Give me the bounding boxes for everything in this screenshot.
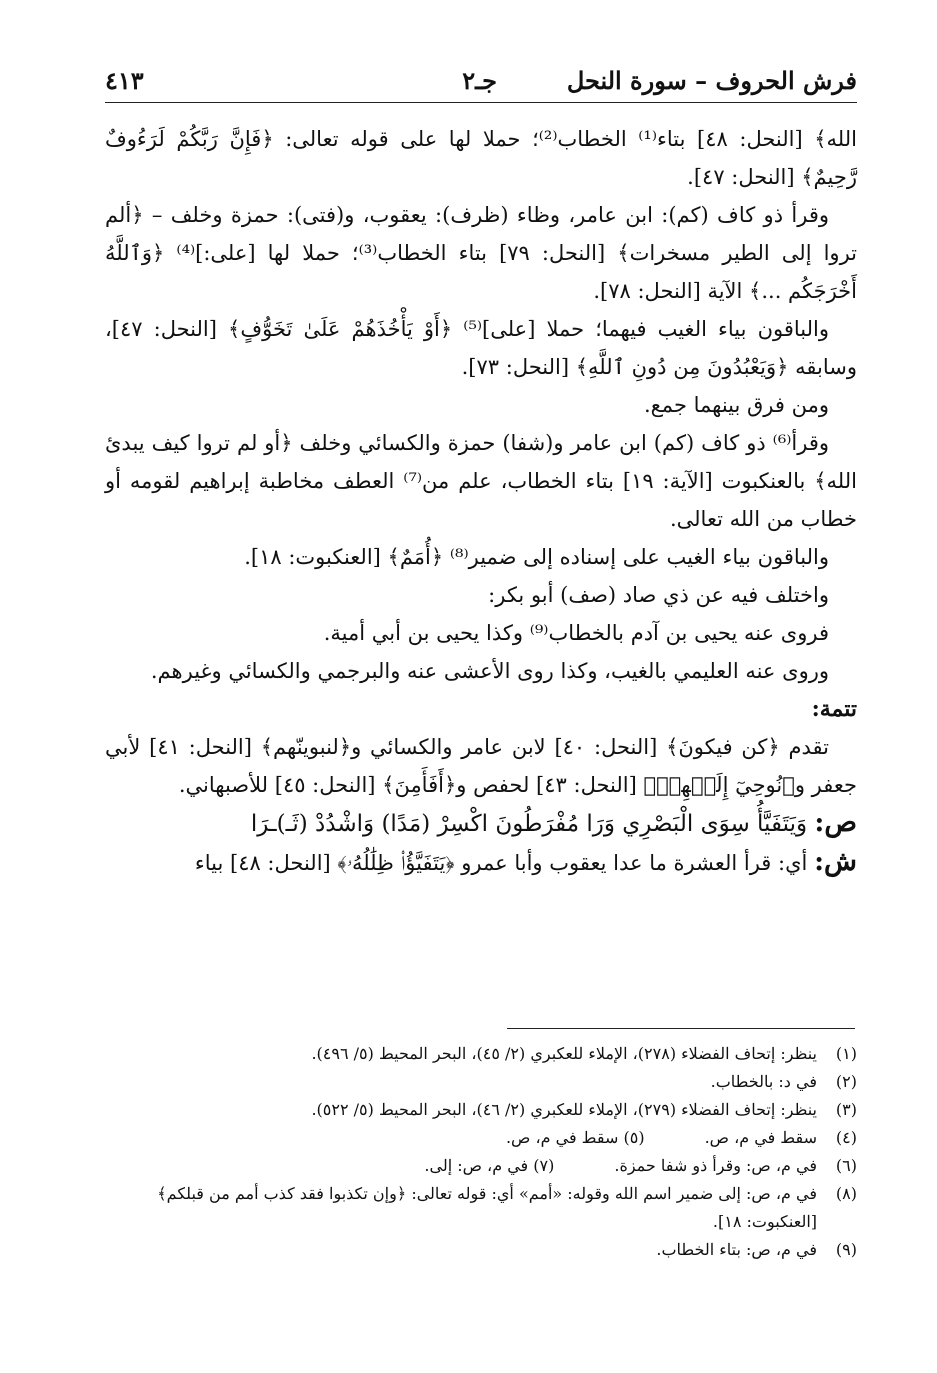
section-heading: تتمة: bbox=[811, 696, 857, 722]
footnote-text: في م، ص: وقرأ ذو شفا حمزة. bbox=[614, 1156, 817, 1175]
footnote-text: ينظر: إتحاف الفضلاء (٢٧٨)، الإملاء للعكبري (٢/ ٤٥)، البحر المحيط (٥/ ٤٩٦). bbox=[311, 1044, 817, 1063]
footnotes bbox=[105, 1040, 857, 1264]
paragraph: وقرأ ذو كاف (كم): ابن عامر، وظاء (ظرف): يعقوب، و(فتى): حمزة وخلف – ﴿ألم تروا إلى الطير مسخرات﴾ [النحل: ٧٩] بتاء الخطاب⁽³⁾؛ حملا لها [على:]⁽⁴⁾ ﴿وَٱللَّهُ أَخْرَجَكُم ...﴾ الآية [النحل: ٧٨]. bbox=[105, 203, 857, 303]
footnote bbox=[105, 1124, 857, 1152]
footnote-number: (٩) bbox=[835, 1240, 857, 1259]
footnote-number: (٢) bbox=[835, 1072, 857, 1091]
footnote-number: (٤) bbox=[835, 1128, 857, 1147]
paragraph: تقدم ﴿كن فيكونَ﴾ [النحل: ٤٠] لابن عامر والكسائي و﴿لنبوينّهم﴾ [النحل: ٤١] لأبي جعفر و﴿نُوحِيٓ إِلَيۡهِمۡ﴾ [النحل: ٤٣] لحفص و﴿أَفَأَمِنَ﴾ [النحل: ٤٥] للأصبهاني. bbox=[105, 735, 857, 797]
footnote bbox=[105, 1040, 857, 1068]
paragraph: وقرأ⁽⁶⁾ ذو كاف (كم) ابن عامر و(شفا) حمزة والكسائي وخلف ﴿أو لم تروا كيف يبدئ الله﴾ بالعنكبوت [الآية: ١٩] بتاء الخطاب، علم من⁽⁷⁾ العطف مخاطبة إبراهيم لقومه أو خطاب من الله تعالى. bbox=[105, 431, 857, 531]
paragraph: ومن فرق بينهما جمع. bbox=[643, 393, 829, 417]
footnote-number: (٨) bbox=[835, 1184, 857, 1203]
footnote-text: سقط في م، ص. bbox=[505, 1128, 619, 1147]
verse-label: ص: bbox=[814, 807, 857, 838]
paragraph: والباقون بياء الغيب على إسناده إلى ضمير⁽⁸⁾ ﴿أُمَمٌ﴾ [العنكبوت: ١٨]. bbox=[244, 545, 829, 569]
main-text bbox=[105, 120, 857, 882]
footnote-text: سقط في م، ص. bbox=[704, 1128, 817, 1147]
footnote-separator bbox=[507, 1028, 855, 1029]
footnote-number: (١) bbox=[835, 1044, 857, 1063]
footnote bbox=[105, 1152, 857, 1180]
footnote bbox=[105, 1236, 857, 1264]
footnote bbox=[105, 1096, 857, 1124]
page-number: ٤١٣ bbox=[105, 66, 144, 95]
footnote-text: في م، ص: بتاء الخطاب. bbox=[656, 1240, 817, 1259]
footnote-number: (٣) bbox=[835, 1100, 857, 1119]
verse-line bbox=[105, 804, 857, 843]
paragraph: واختلف فيه عن ذي صاد (صف) أبو بكر: bbox=[488, 583, 829, 607]
paragraph: وروى عنه العليمي بالغيب، وكذا روى الأعشى عنه والبرجمي والكسائي وغيرهم. bbox=[150, 659, 829, 683]
paragraph: الله﴾ [النحل: ٤٨] بتاء⁽¹⁾ الخطاب⁽²⁾؛ حملا لها على قوله تعالى: ﴿فَإِنَّ رَبَّكُمْ لَرَءُوفٌ رَّحِيمٌ﴾ [النحل: ٤٧]. bbox=[105, 127, 857, 189]
paragraph: فروى عنه يحيى بن آدم بالخطاب⁽⁹⁾ وكذا يحيى بن أبي أمية. bbox=[323, 621, 829, 645]
page-header bbox=[105, 62, 857, 103]
footnote-text: في د: بالخطاب. bbox=[710, 1072, 817, 1091]
commentary-line bbox=[105, 843, 857, 882]
footnote-number: (٦) bbox=[835, 1156, 857, 1175]
paragraph: والباقون بياء الغيب فيهما؛ حملا [على]⁽⁵⁾ ﴿أَوْ يَأْخُذَهُمْ عَلَىٰ تَخَوُّفٍ﴾ [النحل: ٤٧]، وسابقه ﴿وَيَعْبُدُونَ مِن دُونِ ٱللَّهِ﴾ [النحل: ٧٣]. bbox=[105, 317, 857, 379]
verse-text: وَيَتَفَيَّأُ سِوَى الْبَصْرِي وَرَا مُفْرَطُونَ اكْسِرْ (مَدًا) وَاشْدُدْ (ثَـ)ـرَا bbox=[250, 811, 808, 837]
commentary-text: أي: قرأ العشرة ما عدا يعقوب وأبا عمرو ﴿يَتَفَيَّؤُا۟ ظِلَٰلُهُۥ﴾ [النحل: ٤٨] بياء bbox=[194, 851, 808, 875]
footnote bbox=[105, 1068, 857, 1096]
footnote bbox=[105, 1180, 857, 1236]
footnote-number: (٥) bbox=[623, 1128, 645, 1147]
footnote-text: ينظر: إتحاف الفضلاء (٢٧٩)، الإملاء للعكبري (٢/ ٤٦)، البحر المحيط (٥/ ٥٢٢). bbox=[311, 1100, 817, 1119]
volume-number: جـ٢ bbox=[462, 66, 497, 95]
running-title: فرش الحروف – سورة النحل bbox=[566, 66, 857, 95]
footnote-text: في م، ص: إلى. bbox=[424, 1156, 529, 1175]
footnote-number: (٧) bbox=[533, 1156, 555, 1175]
footnote-text: في م، ص: إلى ضمير اسم الله وقوله: «أمم» أي: قوله تعالى: ﴿وإن تكذبوا فقد كذب أمم من قبلكم﴾ [العنكبوت: ١٨]. bbox=[157, 1184, 817, 1231]
commentary-label: ش: bbox=[814, 846, 857, 877]
